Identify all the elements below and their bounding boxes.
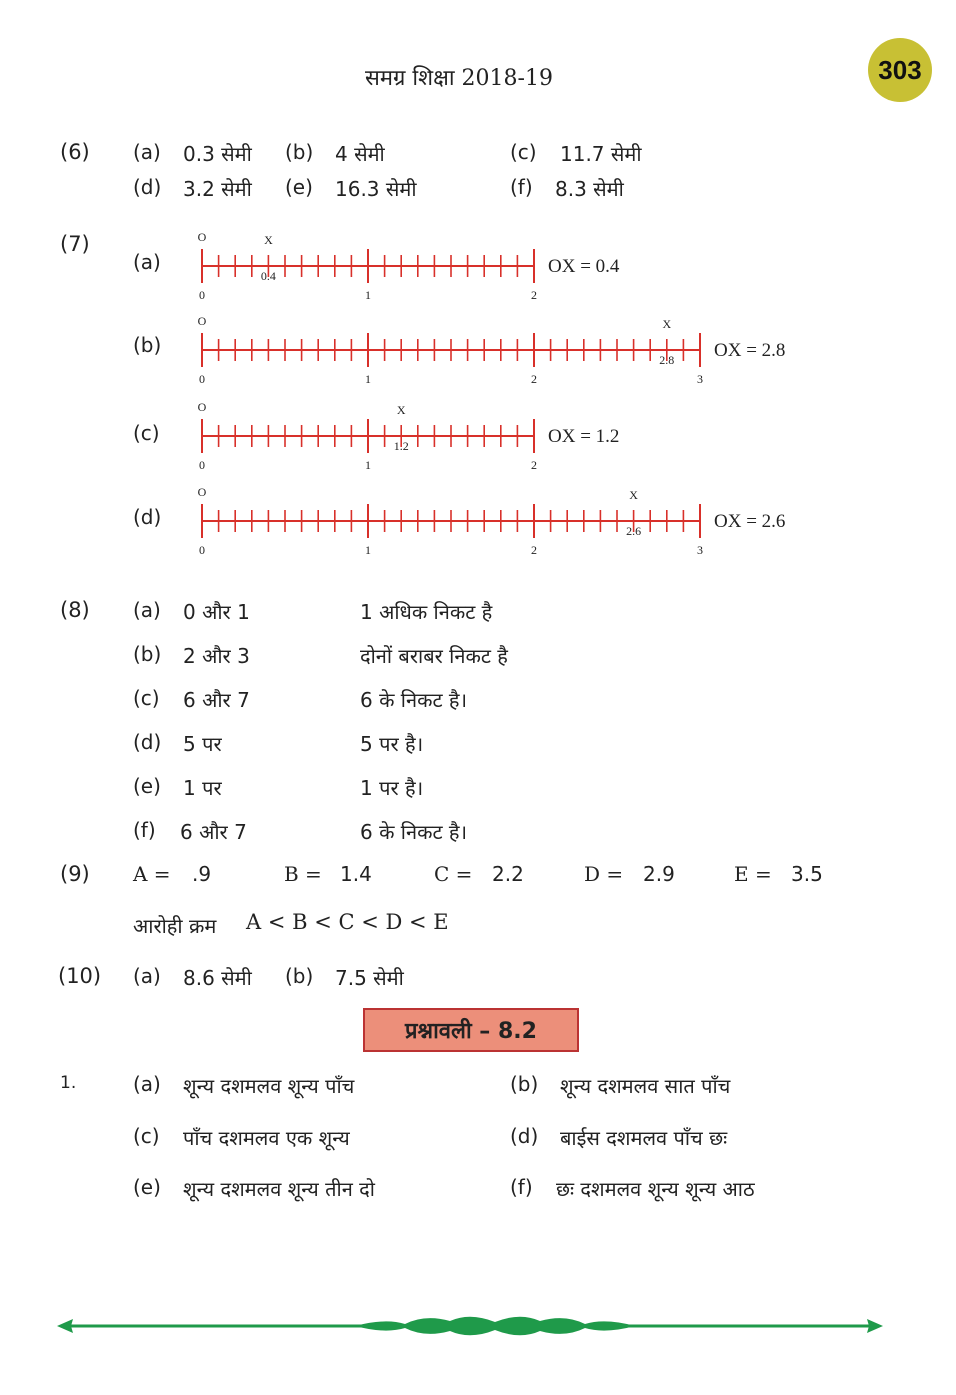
ex1-a-text: शून्य दशमलव शून्य पाँच [183,1074,355,1098]
number-line-b-tick-label: 1 [365,372,371,386]
q9-c-name: C = [434,862,473,886]
number-line-d-tick-label: 3 [697,543,703,557]
q6-a-label: (a) [133,140,161,164]
question-9-number: (9) [60,862,90,886]
q6-a-value: 0.3 सेमी [183,142,252,166]
q10-a-label: (a) [133,964,161,988]
question-7-number: (7) [60,232,90,256]
number-line-b-tick-label: 0 [199,372,205,386]
number-line-a-result: OX = 0.4 [548,256,620,277]
ex1-f-text: छः दशमलव शून्य शून्य आठ [556,1177,755,1201]
ex1-e-text: शून्य दशमलव शून्य तीन दो [183,1177,375,1201]
q9-b-name: B = [284,862,322,886]
number-line-b-origin-label: O [197,314,207,328]
q9-a-value: .9 [192,862,212,886]
question-10-number: (10) [58,964,102,988]
question-6-number: (6) [60,140,90,164]
q7-d-label: (d) [133,505,162,529]
number-line-c-point-value: 1.2 [393,439,409,453]
q9-e-name: E = [734,862,772,886]
number-line-c-origin-label: O [197,400,207,414]
q8-a-pair: 0 और 1 [183,600,250,624]
q8-c-label: (c) [133,686,160,710]
page-number-badge: 303 [868,38,932,102]
number-line-d-tick-label: 2 [531,543,537,557]
number-line-b-tick-label: 2 [531,372,537,386]
ex1-c-text: पाँच दशमलव एक शून्य [183,1126,350,1150]
q6-d-label: (d) [133,175,162,199]
q9-order: A < B < C < D < E [246,910,449,934]
q7-b-label: (b) [133,333,162,357]
number-line-c-tick-label: 1 [365,458,371,472]
number-line-a-tick-label: 2 [531,288,537,302]
number-line-c-tick-label: 0 [199,458,205,472]
q6-c-label: (c) [510,140,537,164]
q8-a-answer: 1 अधिक निकट है [360,600,493,624]
q8-f-answer: 6 के निकट है। [360,820,468,844]
q9-order-label: आरोही क्रम [133,914,217,938]
number-line-c-result: OX = 1.2 [548,426,620,447]
q6-e-value: 16.3 सेमी [335,177,417,201]
q9-e-value: 3.5 [791,862,823,886]
number-line-b-result: OX = 2.8 [714,340,786,361]
number-line-d-point-value: 2.6 [626,524,642,538]
number-line-a-point-label: X [264,233,273,247]
q6-c-value: 11.7 सेमी [560,142,642,166]
number-line-a-tick-label: 1 [365,288,371,302]
number-line-b-tick-label: 3 [697,372,703,386]
q9-d-value: 2.9 [643,862,675,886]
question-8-number: (8) [60,598,90,622]
number-line-b-point-label: X [662,317,672,331]
q8-f-pair: 6 और 7 [180,820,247,844]
number-line-a-origin-label: O [197,230,207,244]
q10-b-value: 7.5 सेमी [335,966,404,990]
q10-a-value: 8.6 सेमी [183,966,252,990]
page-header-title: समग्र शिक्षा 2018-19 [365,66,553,91]
number-line-a-tick-label: 0 [199,288,205,302]
ex1-c-label: (c) [133,1124,160,1148]
number-line-d-tick-label: 1 [365,543,371,557]
q6-d-value: 3.2 सेमी [183,177,252,201]
q8-e-pair: 1 पर [183,776,222,800]
number-line-d-tick-label: 0 [199,543,205,557]
q9-c-value: 2.2 [492,862,524,886]
q8-c-pair: 6 और 7 [183,688,250,712]
q8-c-answer: 6 के निकट है। [360,688,468,712]
number-line-c-tick-label: 2 [531,458,537,472]
q6-b-label: (b) [285,140,314,164]
ex1-b-text: शून्य दशमलव सात पाँच [560,1074,731,1098]
ex1-d-label: (d) [510,1124,539,1148]
ex1-d-text: बाईस दशमलव पाँच छः [560,1126,728,1150]
exercise-heading: प्रश्नावली – 8.2 [363,1008,579,1052]
q8-e-answer: 1 पर है। [360,776,424,800]
number-line-b-point-value: 2.8 [659,353,675,367]
number-line-a-point-value: 0.4 [260,269,276,283]
ex1-e-label: (e) [133,1175,161,1199]
q8-d-label: (d) [133,730,162,754]
q9-b-value: 1.4 [340,862,372,886]
q8-d-answer: 5 पर है। [360,732,424,756]
q6-f-label: (f) [510,175,533,199]
number-line-d-result: OX = 2.6 [714,511,786,532]
q7-a-label: (a) [133,250,161,274]
q6-f-value: 8.3 सेमी [555,177,624,201]
q8-f-label: (f) [133,818,156,842]
number-line-d-origin-label: O [197,485,207,499]
number-line-c-point-label: X [396,403,406,417]
q7-c-label: (c) [133,421,160,445]
q9-d-name: D = [584,862,624,886]
q9-a-name: A = [133,862,171,886]
exercise-question-1-number: 1. [60,1073,77,1093]
number-line-d-point-label: X [629,488,638,502]
decorative-divider [55,1308,885,1344]
ex1-b-label: (b) [510,1072,539,1096]
q10-b-label: (b) [285,964,314,988]
q8-b-pair: 2 और 3 [183,644,250,668]
q8-b-label: (b) [133,642,162,666]
q8-b-answer: दोनों बराबर निकट है [360,644,508,668]
ex1-f-label: (f) [510,1175,533,1199]
ex1-a-label: (a) [133,1072,161,1096]
q8-d-pair: 5 पर [183,732,222,756]
q8-a-label: (a) [133,598,161,622]
q6-b-value: 4 सेमी [335,142,385,166]
q6-e-label: (e) [285,175,313,199]
q8-e-label: (e) [133,774,161,798]
